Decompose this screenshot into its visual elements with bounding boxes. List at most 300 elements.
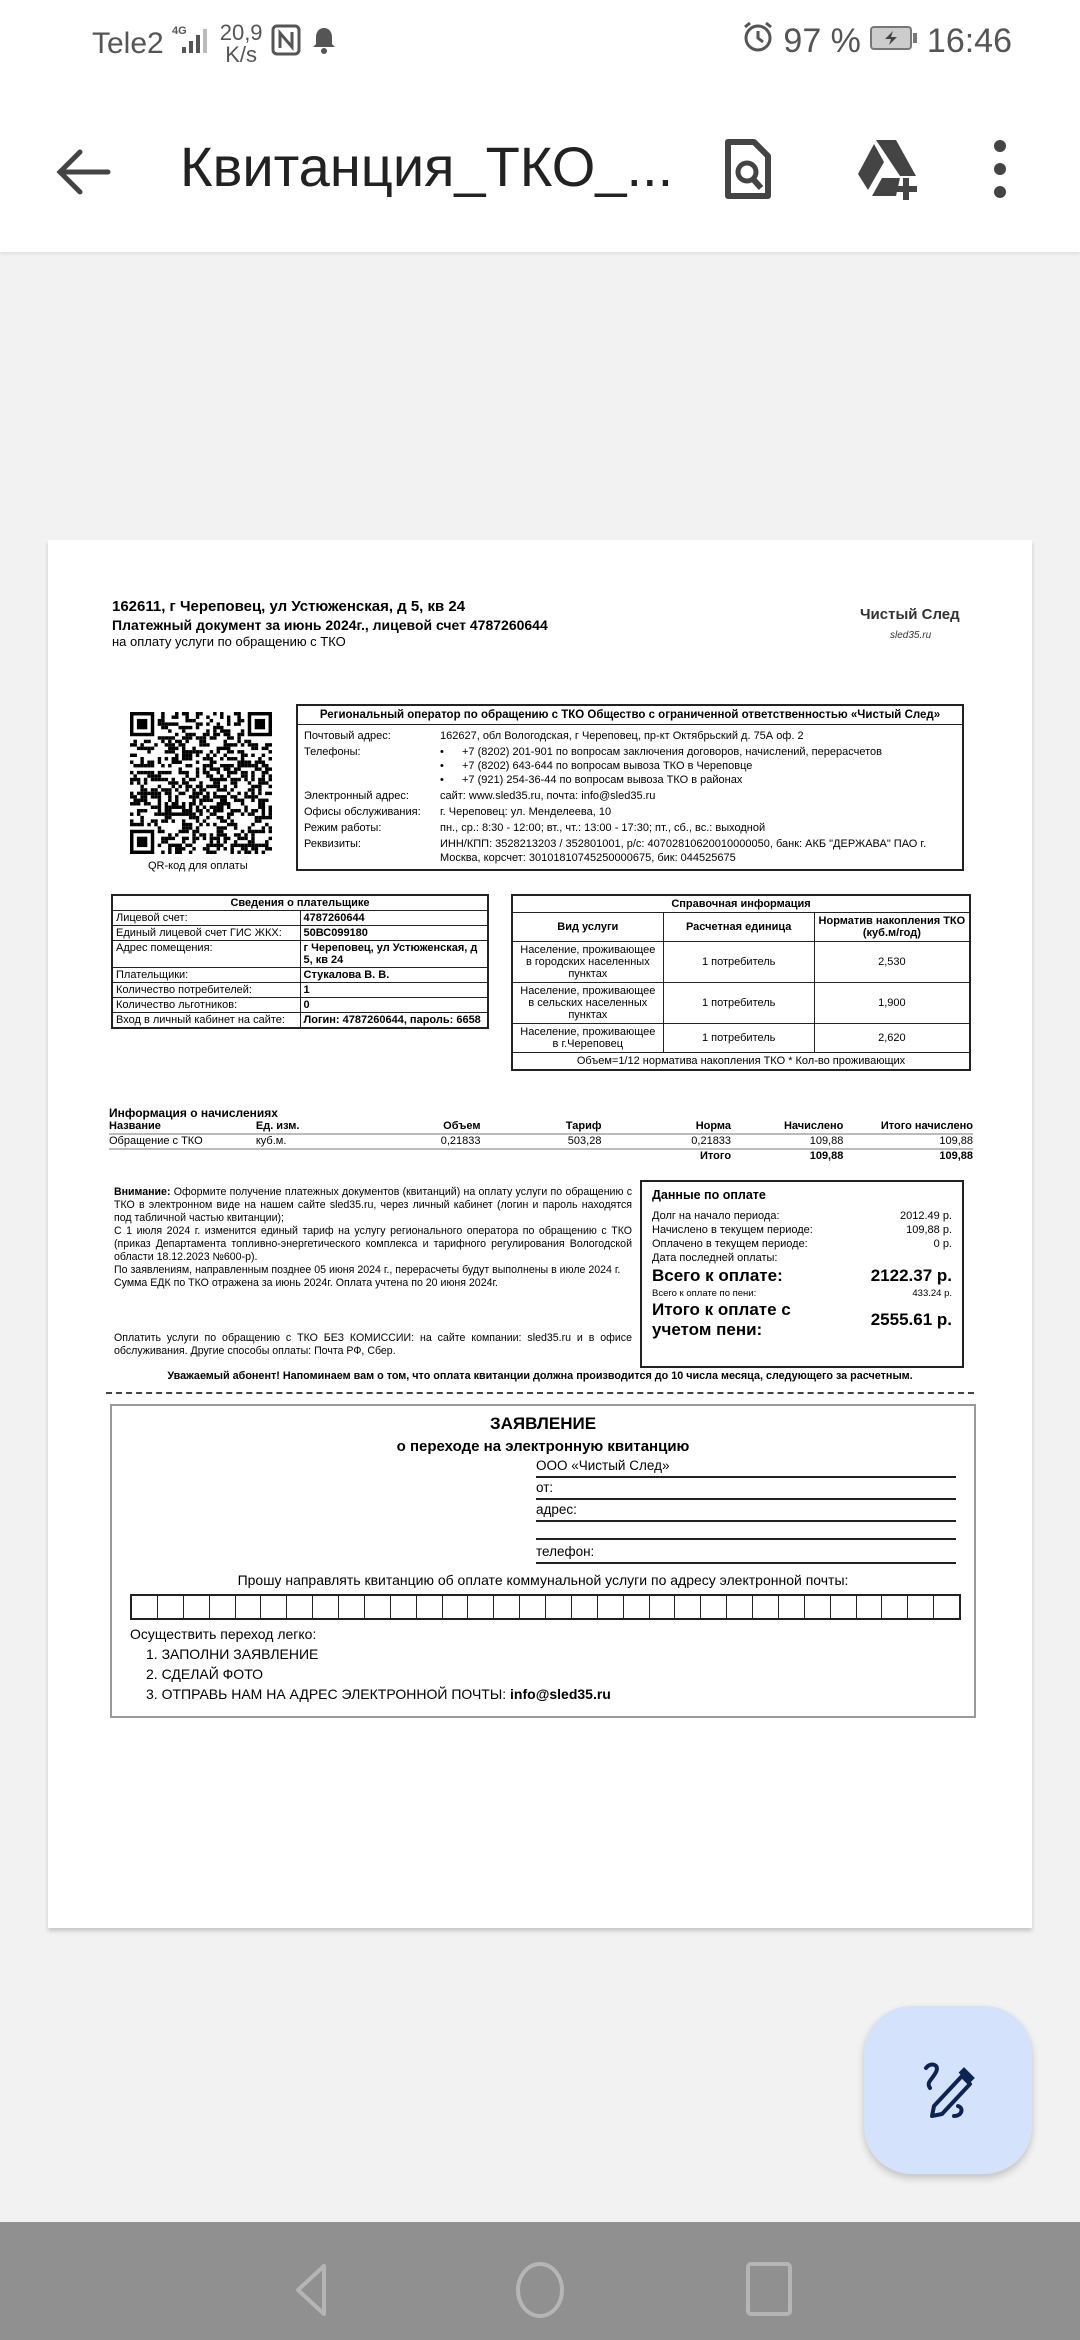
- cut-line: [106, 1392, 974, 1394]
- table-row: Адрес помещения: г Череповец, ул Устюженская, д 5, кв 24: [112, 941, 488, 968]
- qr-module: [196, 830, 199, 833]
- nav-home-button[interactable]: [510, 2260, 570, 2320]
- nfc-icon: [271, 24, 301, 64]
- debt-value: 2012.49 р.: [900, 1210, 952, 1222]
- qr-module: [185, 715, 188, 718]
- qr-module: [234, 771, 237, 774]
- qr-module: [248, 826, 251, 829]
- qr-module: [165, 722, 168, 725]
- qr-module: [189, 816, 192, 819]
- qr-module: [192, 816, 195, 819]
- qr-module: [147, 823, 150, 826]
- add-to-drive-icon: [852, 134, 922, 204]
- qr-module: [175, 802, 178, 805]
- qr-module: [178, 771, 181, 774]
- qr-module: [237, 764, 240, 767]
- annotate-pen-icon: [918, 2060, 978, 2120]
- qr-module: [210, 760, 213, 763]
- qr-module: [234, 809, 237, 812]
- nav-back-button[interactable]: [280, 2260, 340, 2320]
- table-row: Население, проживающее в г.Череповец 1 потребитель 2,620: [512, 1024, 970, 1053]
- qr-module: [224, 799, 227, 802]
- qr-module: [230, 851, 233, 854]
- qr-module: [217, 785, 220, 788]
- qr-module: [144, 764, 147, 767]
- qr-module: [237, 851, 240, 854]
- qr-module: [227, 774, 230, 777]
- qr-module: [265, 764, 268, 767]
- qr-module: [203, 819, 206, 822]
- qr-module: [234, 795, 237, 798]
- qr-module: [140, 809, 143, 812]
- qr-module: [196, 715, 199, 718]
- qr-module: [241, 719, 244, 722]
- qr-module: [158, 757, 161, 760]
- qr-module: [175, 833, 178, 836]
- qr-module: [175, 740, 178, 743]
- qr-module: [192, 792, 195, 795]
- email-cell: [908, 1596, 934, 1618]
- svg-text:4G: 4G: [171, 25, 187, 37]
- qr-module: [133, 802, 136, 805]
- qr-module: [230, 809, 233, 812]
- qr-module: [172, 785, 175, 788]
- qr-module: [151, 792, 154, 795]
- qr-module: [203, 788, 206, 791]
- qr-module: [182, 736, 185, 739]
- requisites-label: Реквизиты:: [304, 838, 361, 850]
- qr-module: [210, 757, 213, 760]
- qr-module: [224, 778, 227, 781]
- qr-module: [237, 809, 240, 812]
- email-cell: [391, 1596, 417, 1618]
- qr-module: [251, 778, 254, 781]
- qr-module: [196, 760, 199, 763]
- qr-module: [210, 806, 213, 809]
- hours-value: пн., ср.: 8:30 - 12:00; вт., чт.: 13:00 - 17:30; пт., сб., вс.: выходной: [440, 822, 766, 834]
- qr-finder: [255, 719, 265, 729]
- qr-module: [199, 812, 202, 815]
- qr-module: [133, 754, 136, 757]
- qr-module: [258, 844, 261, 847]
- application-title: ЗАЯВЛЕНИЕ: [489, 1414, 597, 1433]
- phone-line: +7 (8202) 201-901 по вопросам заключения договоров, начислений, перерасчетов: [462, 746, 882, 758]
- charges-title: Информация о начислениях: [109, 1106, 278, 1120]
- qr-module: [196, 722, 199, 725]
- qr-module: [185, 736, 188, 739]
- qr-module: [220, 729, 223, 732]
- qr-module: [241, 830, 244, 833]
- qr-module: [206, 771, 209, 774]
- qr-module: [130, 743, 133, 746]
- qr-module: [269, 816, 272, 819]
- qr-module: [262, 774, 265, 777]
- qr-module: [151, 778, 154, 781]
- qr-module: [210, 736, 213, 739]
- qr-module: [217, 830, 220, 833]
- qr-module: [178, 743, 181, 746]
- email-cell: [494, 1596, 520, 1618]
- document-subheading: на оплату услуги по обращению с ТКО: [112, 634, 346, 649]
- qr-module: [255, 830, 258, 833]
- qr-module: [244, 771, 247, 774]
- qr-module: [210, 812, 213, 815]
- qr-module: [192, 812, 195, 815]
- alarm-clock-icon: [741, 20, 775, 63]
- qr-module: [161, 740, 164, 743]
- qr-module: [244, 837, 247, 840]
- qr-module: [158, 799, 161, 802]
- qr-module: [237, 799, 240, 802]
- operator-info-box: Региональный оператор по обращению с ТКО Общество с ограниченной ответственностью «Чистый След» Почтовый адрес: 162627, обл Вологодская, г Череповец, пр-кт Октябрьский д. 75А оф. 2 Телефоны: • +7 (8202) 201-901 по вопросам заключения договоров, начислений, перерасчетов • +7 (8202) 643-644 по вопросам вывоза ТКО в Череповце • +7 (921) 254-36-44 по вопросам вывоза ТКО в районах Электронный адрес: сайт: www.sled35.ru, почта: info@sled35.ru Офисы обслуживания: г. Череповец: ул. Менделеева, 10 Режим работы: пн., ср.: 8:30 - 12:00; вт., чт.: 13:00 - 17:30; пт., сб., вс.: выходной Реквизиты: ИНН/КПП: 3528213203 / 352801001, р/с: 40702810620010000050, банк: АКБ "ДЕРЖАВА" ПАО г. Москва, корсчет: 30101810745250000675, бик: 044525675: [296, 704, 964, 871]
- qr-module: [158, 785, 161, 788]
- email-cell: [339, 1596, 365, 1618]
- qr-module: [133, 740, 136, 743]
- qr-module: [161, 851, 164, 854]
- qr-module: [172, 747, 175, 750]
- qr-module: [130, 781, 133, 784]
- qr-module: [213, 781, 216, 784]
- qr-module: [258, 757, 261, 760]
- qr-module: [251, 743, 254, 746]
- qr-module: [244, 809, 247, 812]
- qr-module: [189, 719, 192, 722]
- qr-module: [185, 781, 188, 784]
- qr-module: [244, 740, 247, 743]
- qr-module: [203, 795, 206, 798]
- qr-module: [234, 823, 237, 826]
- qr-module: [182, 792, 185, 795]
- qr-module: [255, 847, 258, 850]
- qr-module: [258, 816, 261, 819]
- qr-module: [196, 785, 199, 788]
- qr-module: [237, 740, 240, 743]
- qr-module: [217, 795, 220, 798]
- qr-module: [137, 764, 140, 767]
- nav-recents-icon: [740, 2260, 800, 2320]
- qr-module: [269, 767, 272, 770]
- receipt-document: [48, 540, 1032, 1928]
- qr-module: [192, 750, 195, 753]
- charged-value: 109,88 р.: [906, 1224, 952, 1236]
- qr-module: [217, 781, 220, 784]
- qr-module: [230, 847, 233, 850]
- qr-module: [165, 736, 168, 739]
- qr-module: [213, 754, 216, 757]
- qr-module: [178, 726, 181, 729]
- qr-module: [158, 795, 161, 798]
- qr-module: [199, 712, 202, 715]
- qr-module: [251, 799, 254, 802]
- qr-module: [251, 833, 254, 836]
- qr-module: [182, 712, 185, 715]
- qr-module: [185, 764, 188, 767]
- qr-module: [168, 722, 171, 725]
- qr-module: [165, 743, 168, 746]
- qr-module: [154, 743, 157, 746]
- table-row: Единый лицевой счет ГИС ЖКХ: 50ВС099180: [112, 926, 488, 941]
- qr-module: [234, 743, 237, 746]
- qr-module: [199, 802, 202, 805]
- qr-module: [168, 812, 171, 815]
- qr-module: [265, 844, 268, 847]
- qr-module: [234, 844, 237, 847]
- qr-module: [182, 826, 185, 829]
- qr-module: [154, 823, 157, 826]
- qr-module: [220, 774, 223, 777]
- qr-module: [168, 799, 171, 802]
- search-in-document-button[interactable]: [712, 134, 782, 204]
- qr-module: [151, 764, 154, 767]
- qr-module: [269, 792, 272, 795]
- qr-module: [140, 785, 143, 788]
- qr-module: [265, 847, 268, 850]
- reference-table-title: Справочная информация: [512, 895, 970, 913]
- qr-module: [227, 812, 230, 815]
- qr-module: [217, 733, 220, 736]
- qr-module: [227, 802, 230, 805]
- qr-module: [172, 844, 175, 847]
- qr-module: [185, 726, 188, 729]
- qr-module: [203, 837, 206, 840]
- qr-module: [210, 840, 213, 843]
- qr-module: [217, 778, 220, 781]
- qr-module: [189, 757, 192, 760]
- nav-recents-button[interactable]: [740, 2260, 800, 2320]
- qr-module: [220, 726, 223, 729]
- qr-module: [269, 778, 272, 781]
- qr-module: [199, 785, 202, 788]
- qr-module: [224, 788, 227, 791]
- qr-module: [165, 812, 168, 815]
- qr-module: [255, 760, 258, 763]
- qr-module: [199, 781, 202, 784]
- qr-module: [230, 757, 233, 760]
- back-button[interactable]: [52, 140, 116, 204]
- qr-module: [189, 785, 192, 788]
- qr-module: [234, 799, 237, 802]
- qr-module: [140, 771, 143, 774]
- qr-module: [151, 806, 154, 809]
- qr-module: [130, 819, 133, 822]
- qr-module: [251, 823, 254, 826]
- qr-module: [165, 806, 168, 809]
- step-2: 2. СДЕЛАЙ ФОТО: [146, 1666, 264, 1682]
- qr-module: [130, 754, 133, 757]
- qr-module: [213, 795, 216, 798]
- qr-module: [196, 816, 199, 819]
- table-row: Вход в личный кабинет на сайте: Логин: 4787260644, пароль: 6658: [112, 1013, 488, 1029]
- qr-module: [161, 719, 164, 722]
- qr-module: [241, 844, 244, 847]
- qr-module: [206, 757, 209, 760]
- qr-module: [182, 812, 185, 815]
- total-value: 2122.37 р.: [870, 1266, 952, 1285]
- qr-module: [182, 819, 185, 822]
- qr-module: [199, 823, 202, 826]
- qr-module: [206, 754, 209, 757]
- qr-module: [210, 764, 213, 767]
- qr-module: [220, 806, 223, 809]
- qr-module: [213, 837, 216, 840]
- qr-module: [203, 740, 206, 743]
- qr-module: [244, 795, 247, 798]
- qr-module: [158, 722, 161, 725]
- qr-module: [224, 847, 227, 850]
- qr-module: [161, 830, 164, 833]
- qr-module: [199, 833, 202, 836]
- email-cell: [158, 1596, 184, 1618]
- qr-module: [237, 778, 240, 781]
- qr-module: [227, 722, 230, 725]
- annotate-button[interactable]: [864, 2006, 1032, 2174]
- qr-module: [217, 816, 220, 819]
- qr-module: [206, 764, 209, 767]
- company-site: sled35.ru: [890, 630, 932, 641]
- qr-module: [192, 733, 195, 736]
- qr-caption: QR-код для оплаты: [148, 860, 248, 872]
- qr-module: [251, 788, 254, 791]
- pdf-page[interactable]: [48, 540, 1032, 1928]
- qr-module: [165, 788, 168, 791]
- qr-module: [137, 799, 140, 802]
- address-field-line2: [536, 1520, 956, 1540]
- qr-module: [175, 847, 178, 850]
- qr-module: [230, 788, 233, 791]
- qr-module: [224, 754, 227, 757]
- qr-module: [220, 788, 223, 791]
- qr-module: [230, 736, 233, 739]
- phones-label: Телефоны:: [304, 746, 361, 758]
- qr-module: [262, 764, 265, 767]
- qr-module: [203, 767, 206, 770]
- qr-module: [185, 712, 188, 715]
- qr-module: [217, 840, 220, 843]
- qr-module: [182, 750, 185, 753]
- qr-module: [133, 795, 136, 798]
- email-cell: [132, 1596, 158, 1618]
- qr-module: [220, 819, 223, 822]
- qr-module: [213, 809, 216, 812]
- qr-module: [213, 736, 216, 739]
- qr-module: [237, 844, 240, 847]
- qr-module: [175, 788, 178, 791]
- qr-module: [168, 771, 171, 774]
- qr-module: [185, 844, 188, 847]
- qr-module: [196, 806, 199, 809]
- qr-module: [158, 760, 161, 763]
- email-cell: [753, 1596, 779, 1618]
- qr-module: [158, 736, 161, 739]
- qr-module: [251, 754, 254, 757]
- qr-module: [262, 851, 265, 854]
- qr-module: [220, 778, 223, 781]
- qr-module: [165, 819, 168, 822]
- hours-label: Режим работы:: [304, 822, 382, 834]
- qr-module: [230, 764, 233, 767]
- qr-module: [227, 733, 230, 736]
- qr-module: [192, 840, 195, 843]
- email-cell: [675, 1596, 701, 1618]
- offices-label: Офисы обслуживания:: [304, 806, 421, 818]
- qr-module: [213, 785, 216, 788]
- email-cell: [546, 1596, 572, 1618]
- qr-module: [220, 764, 223, 767]
- qr-module: [175, 712, 178, 715]
- qr-module: [258, 792, 261, 795]
- qr-module: [262, 760, 265, 763]
- qr-module: [185, 823, 188, 826]
- qr-module: [251, 837, 254, 840]
- table-row: Количество льготников: 0: [112, 998, 488, 1013]
- qr-module: [178, 785, 181, 788]
- qr-module: [269, 826, 272, 829]
- qr-module: [248, 840, 251, 843]
- qr-module: [210, 851, 213, 854]
- qr-module: [137, 771, 140, 774]
- qr-module: [189, 750, 192, 753]
- qr-module: [189, 736, 192, 739]
- qr-module: [175, 754, 178, 757]
- qr-module: [210, 750, 213, 753]
- qr-module: [220, 833, 223, 836]
- back-arrow-icon: [52, 140, 116, 204]
- qr-module: [227, 823, 230, 826]
- charges-table: Название Ед. изм. Объем Тариф Норма Начислено Итого начислено Обращение с ТКО куб.м. 0,21833 503,28 0,21833 109,88 109,88 Итого 109,88 109,88: [109, 1120, 973, 1162]
- qr-module: [251, 764, 254, 767]
- qr-module: [224, 733, 227, 736]
- more-options-button[interactable]: [980, 134, 1020, 204]
- qr-module: [130, 812, 133, 815]
- qr-module: [206, 851, 209, 854]
- qr-module: [154, 812, 157, 815]
- qr-module: [241, 837, 244, 840]
- qr-module: [147, 760, 150, 763]
- qr-module: [255, 767, 258, 770]
- reference-info-table: Справочная информация Вид услуги Расчетная единица Норматив накопления ТКО (куб.м/год) Население, проживающее в городских населенных пунктах 1 потребитель 2,530 Население, проживающее в сельских населенных пунктах 1 потребитель 1,900 Население, проживающее в г.Череповец 1 потребитель 2,620 Объем=1/12 норматива накопления ТКО * Кол-во проживающих: [511, 894, 971, 1071]
- qr-module: [172, 750, 175, 753]
- qr-module: [237, 750, 240, 753]
- payment-data-box: Данные по оплате Долг на начало периода: 2012.49 р. Начислено в текущем периоде: 109,88 р. Оплачено в текущем периоде: 0 р. Дата последней оплаты: Всего к оплате: 2122.37 р. Всего к оплате по пени: 433.24 р. Итого к оплате с учетом пени: 2555.61 р.: [640, 1180, 964, 1368]
- qr-module: [196, 809, 199, 812]
- qr-module: [182, 771, 185, 774]
- qr-module: [217, 747, 220, 750]
- qr-module: [227, 729, 230, 732]
- qr-module: [237, 715, 240, 718]
- qr-module: [234, 722, 237, 725]
- add-to-drive-button[interactable]: [852, 134, 922, 204]
- qr-module: [262, 781, 265, 784]
- qr-module: [192, 747, 195, 750]
- qr-module: [269, 757, 272, 760]
- qr-module: [234, 785, 237, 788]
- qr-module: [199, 736, 202, 739]
- qr-module: [217, 806, 220, 809]
- qr-module: [189, 812, 192, 815]
- qr-module: [251, 747, 254, 750]
- address-field: адрес:: [536, 1502, 956, 1522]
- qr-module: [175, 851, 178, 854]
- qr-module: [130, 778, 133, 781]
- qr-module: [196, 837, 199, 840]
- grand-total-value: 2555.61 р.: [870, 1310, 952, 1329]
- qr-module: [175, 715, 178, 718]
- paid-value: 0 р.: [933, 1238, 952, 1250]
- qr-module: [158, 844, 161, 847]
- email-cell: [365, 1596, 391, 1618]
- phone-line: +7 (921) 254-36-44 по вопросам вывоза ТКО в районах: [462, 774, 743, 786]
- qr-module: [168, 781, 171, 784]
